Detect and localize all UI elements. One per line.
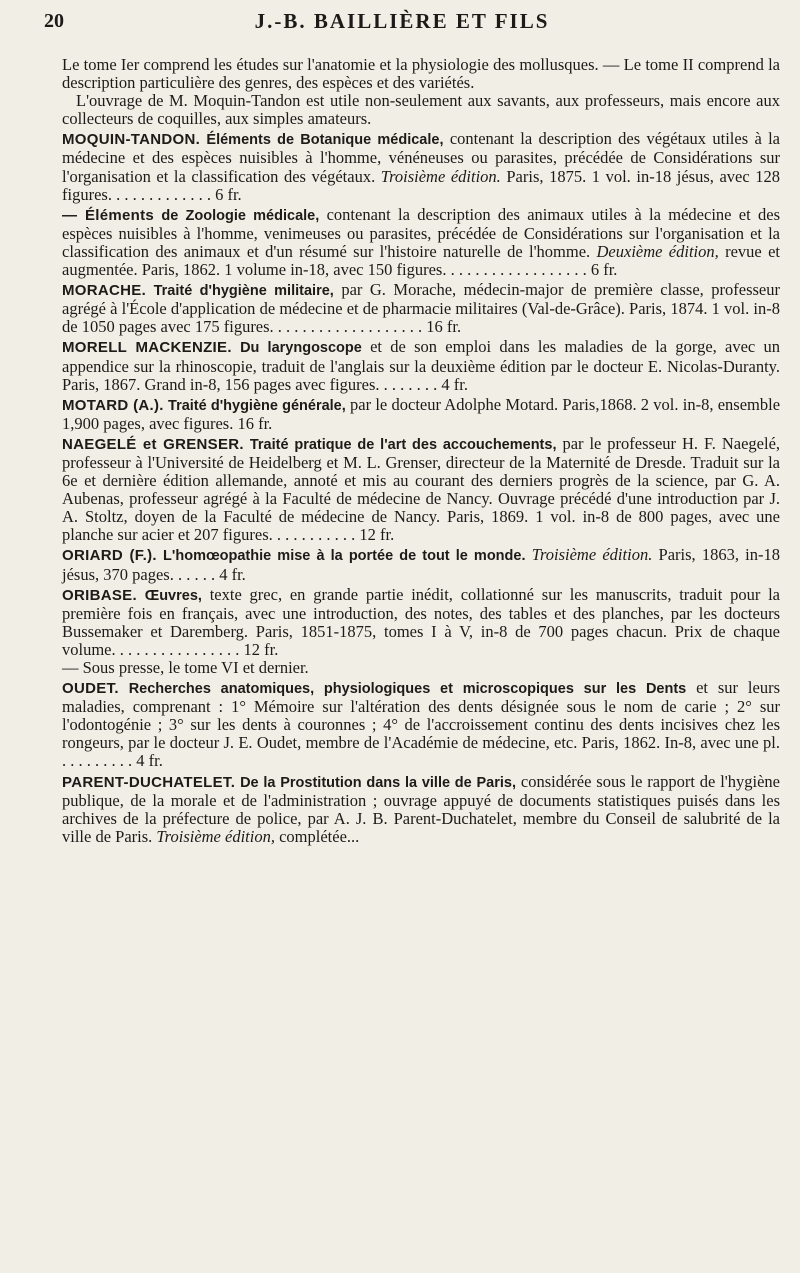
catalog-entry (62, 546, 780, 583)
entry-edition: Deuxième édition, (596, 241, 719, 261)
entry-author: MORELL MACKENZIE. (62, 339, 232, 357)
catalog-entry (62, 773, 780, 846)
entry-title: Du laryngoscope (240, 340, 362, 357)
entry-title: Traité d'hygiène générale, (168, 397, 346, 414)
intro-block (62, 56, 780, 128)
entry-body: par le docteur Adolphe Motard. Paris,1868. 2 vol. in-8, ensemble 1,900 pages, avec figures. 16 fr. (62, 394, 781, 433)
entry-body: texte grec, en grande partie inédit, collationné sur les manuscrits, traduit pour la première fois en français, avec une introduction, des notes, des tables et des planches, par les docteurs Bussemaker et Daremberg. Paris, 1851-1875, tomes I à V, in-8 de 700 pages chacun. Prix de chaque volume. . . . . . . . . . . . . . . . 12 fr. (62, 584, 780, 659)
page-number: 20 (44, 10, 64, 32)
entry-tail: Paris, 1875. 1 vol. in-18 jésus, avec 128 figures. . . . . . . . . . . . . 6 fr. (62, 166, 780, 204)
catalog-content (62, 56, 780, 846)
entry-author: NAEGELÉ et GRENSER. (62, 435, 244, 453)
entry-title: Éléments de Botanique médicale, (206, 132, 444, 149)
entry-body: par G. Morache, médecin-major de première classe, professeur agrégé à l'École d'application de médecine et de pharmacie militaires (Val-de-Grâce). Paris, 1874. 1 vol. in-8 de 1050 pages avec 175 figures. . . . . . . . . . . . . . . . . . . 16 fr. (62, 280, 780, 337)
entry-body: et sur leurs maladies, comprenant : 1° Mémoire sur l'altération des dents désignée sous le nom de carie ; 2° sur l'odontogénie ; 3° sur les dents à couronnes ; 4° de l'accroissement continu des dents incisives chez les rongeurs, par le docteur J. E. Oudet, membre de l'Académie de médecine, etc. Paris, 1862. In-8, avec une pl. . . . . . . . . . 4 fr. (62, 678, 780, 771)
intro-paragraph: L'ouvrage de M. Moquin-Tandon est utile non-seulement aux savants, aux professeurs, mais encore aux collecteurs de coquilles, aux simples amateurs. (62, 91, 780, 129)
intro-paragraph: Le tome Ier comprend les études sur l'anatomie et la physiologie des mollusques. — Le tome II comprend la description particulière des genres, des espèces et des variétés. (62, 55, 780, 93)
entry-title: L'homœopathie mise à la portée de tout le monde. (163, 548, 526, 565)
page-header (44, 4, 760, 38)
catalog-entry (62, 130, 780, 203)
entry-author: MOQUIN-TANDON. (62, 131, 201, 149)
entry-author: MORACHE. (62, 282, 147, 300)
entry-author: ORIARD (F.). (62, 547, 157, 565)
entry-body: contenant la description des végétaux utiles à la médecine et des espèces nuisibles à l'homme, vénéneuses ou parasites, précédée de Considérations sur l'organisation et la classification des végétaux. (62, 129, 780, 186)
entry-author: PARENT-DUCHATELET. (62, 773, 236, 791)
entry-tail: revue et augmentée. Paris, 1862. 1 volume in-18, avec 150 figures. . . . . . . . . . . . . . . . . . 6 fr. (62, 241, 780, 280)
entry-tail: Paris, 1863, in-18 jésus, 370 pages. . . . . . 4 fr. (62, 545, 781, 584)
catalog-entry (62, 435, 780, 545)
entry-author: ORIBASE. (62, 586, 137, 604)
entry-body: par le professeur H. F. Naegelé, professeur à l'Université de Heidelberg et M. L. Grenser, directeur de la Maternité de Dresde. Traduit sur la 6e et dernière édition allemande, annoté et mis au courant des derniers progrès de la science, par G. A. Aubenas, professeur agrégé à la Faculté de médecine de Nancy. Ouvrage précédé d'une introduction par J. A. Stoltz, doyen de la Faculté de médecine de Nancy. Paris, 1869. 1 vol. in-8 de 800 pages, avec une planche sur acier et 207 figures. . . . . . . . . . . 12 fr. (62, 433, 781, 545)
entry-author: — Éléments (62, 206, 155, 224)
catalog-entry (62, 281, 780, 336)
catalog-entry (62, 338, 780, 393)
entry-title: Traité pratique de l'art des accouchements, (249, 436, 557, 453)
catalog-entry (62, 206, 780, 279)
catalog-entry (62, 396, 780, 433)
entry-body: et de son emploi dans les maladies de la gorge, avec un appendice sur la rhinoscopie, traduit de l'anglais sur la deuxième édition par le docteur E. Nicolas-Duranty. Paris, 1867. Grand in-8, 156 pages avec figures. . . . . . . . 4 fr. (62, 337, 781, 394)
entry-note: — Sous presse, le tome VI et dernier. (62, 658, 309, 677)
entry-title: De la Prostitution dans la ville de Paris, (240, 774, 516, 791)
entry-author: OUDET. (62, 680, 119, 698)
catalog-entry (62, 586, 780, 677)
entry-edition: Troisième édition. (531, 545, 653, 565)
catalog-entries (62, 130, 780, 846)
entry-title: de Zoologie médicale, (161, 207, 320, 224)
entry-edition: Troisième édition, (156, 826, 275, 846)
entry-edition: Troisième édition. (380, 166, 501, 186)
entry-title: Traité d'hygiène militaire, (153, 283, 334, 300)
entry-title: Recherches anatomiques, physiologiques et microscopiques sur les Dents (128, 681, 687, 698)
entry-tail: complétée... (279, 826, 360, 846)
entry-title: Œuvres, (144, 587, 202, 604)
entry-body: contenant la description des animaux utiles à la médecine et des espèces nuisibles à l'homme, venimeuses ou parasites, précédée de Considérations sur l'organisation et la classification des animaux et d'un résumé sur l'histoire naturelle de l'homme. (62, 204, 781, 261)
catalog-entry (62, 679, 780, 770)
entry-author: MOTARD (A.). (62, 396, 164, 414)
running-head: J.-B. BAILLIÈRE ET FILS (254, 9, 550, 33)
entry-body: considérée sous le rapport de l'hygiène publique, de la morale et de l'administration ; ouvrage appuyé de documents statistiques puisés dans les archives de la préfecture de police, par A. J. B. Parent-Duchatelet, membre du Conseil de salubrité de la ville de Paris. (62, 771, 781, 846)
